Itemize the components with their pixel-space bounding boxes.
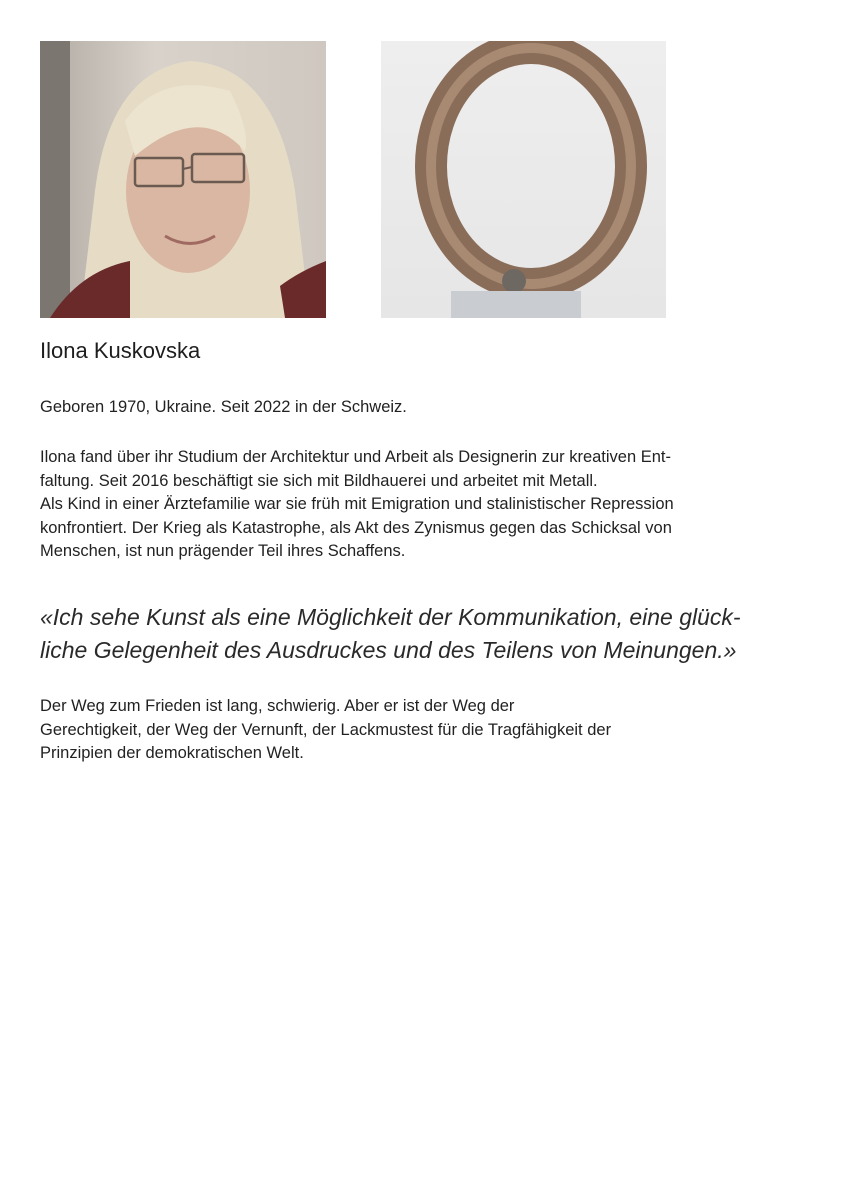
- artist-name: Ilona Kuskovska: [40, 338, 201, 363]
- closing-paragraph: [40, 695, 760, 766]
- quote-line: liche Gelegenheit des Ausdruckes und des Teilens von Meinungen.»: [40, 637, 737, 663]
- closing-line: Der Weg zum Frieden ist lang, schwierig. Aber er ist der Weg der: [40, 697, 515, 715]
- closing-line: Prinzipien der demokratischen Welt.: [40, 744, 304, 762]
- biography-paragraph: [40, 446, 810, 564]
- quote-line: «Ich sehe Kunst als eine Möglichkeit der Kommunikation, eine glück-: [40, 604, 741, 630]
- bio-line: konfrontiert. Der Krieg als Katastrophe, als Akt des Zynismus gegen das Schicksal von: [40, 518, 672, 537]
- sculpture-illustration: [381, 41, 666, 318]
- bio-line: Ilona fand über ihr Studium der Architektur und Arbeit als Designerin zur kreativen Ent-: [40, 448, 671, 466]
- bio-line: faltung. Seit 2016 beschäftigt sie sich mit Bildhauerei und arbeitet mit Metall.: [40, 471, 598, 490]
- bio-line: Menschen, ist nun prägender Teil ihres Schaffens.: [40, 542, 406, 560]
- birth-info: Geboren 1970, Ukraine. Seit 2022 in der Schweiz.: [40, 398, 407, 416]
- artist-portrait-image: [40, 41, 326, 318]
- artist-quote: [40, 601, 820, 667]
- bio-line: Als Kind in einer Ärztefamilie war sie früh mit Emigration und stalinistischer Repression: [40, 495, 674, 513]
- closing-line: Gerechtigkeit, der Weg der Vernunft, der Lackmustest für die Tragfähigkeit der: [40, 720, 612, 739]
- sculpture-image: [381, 41, 666, 318]
- portrait-illustration: [40, 41, 326, 318]
